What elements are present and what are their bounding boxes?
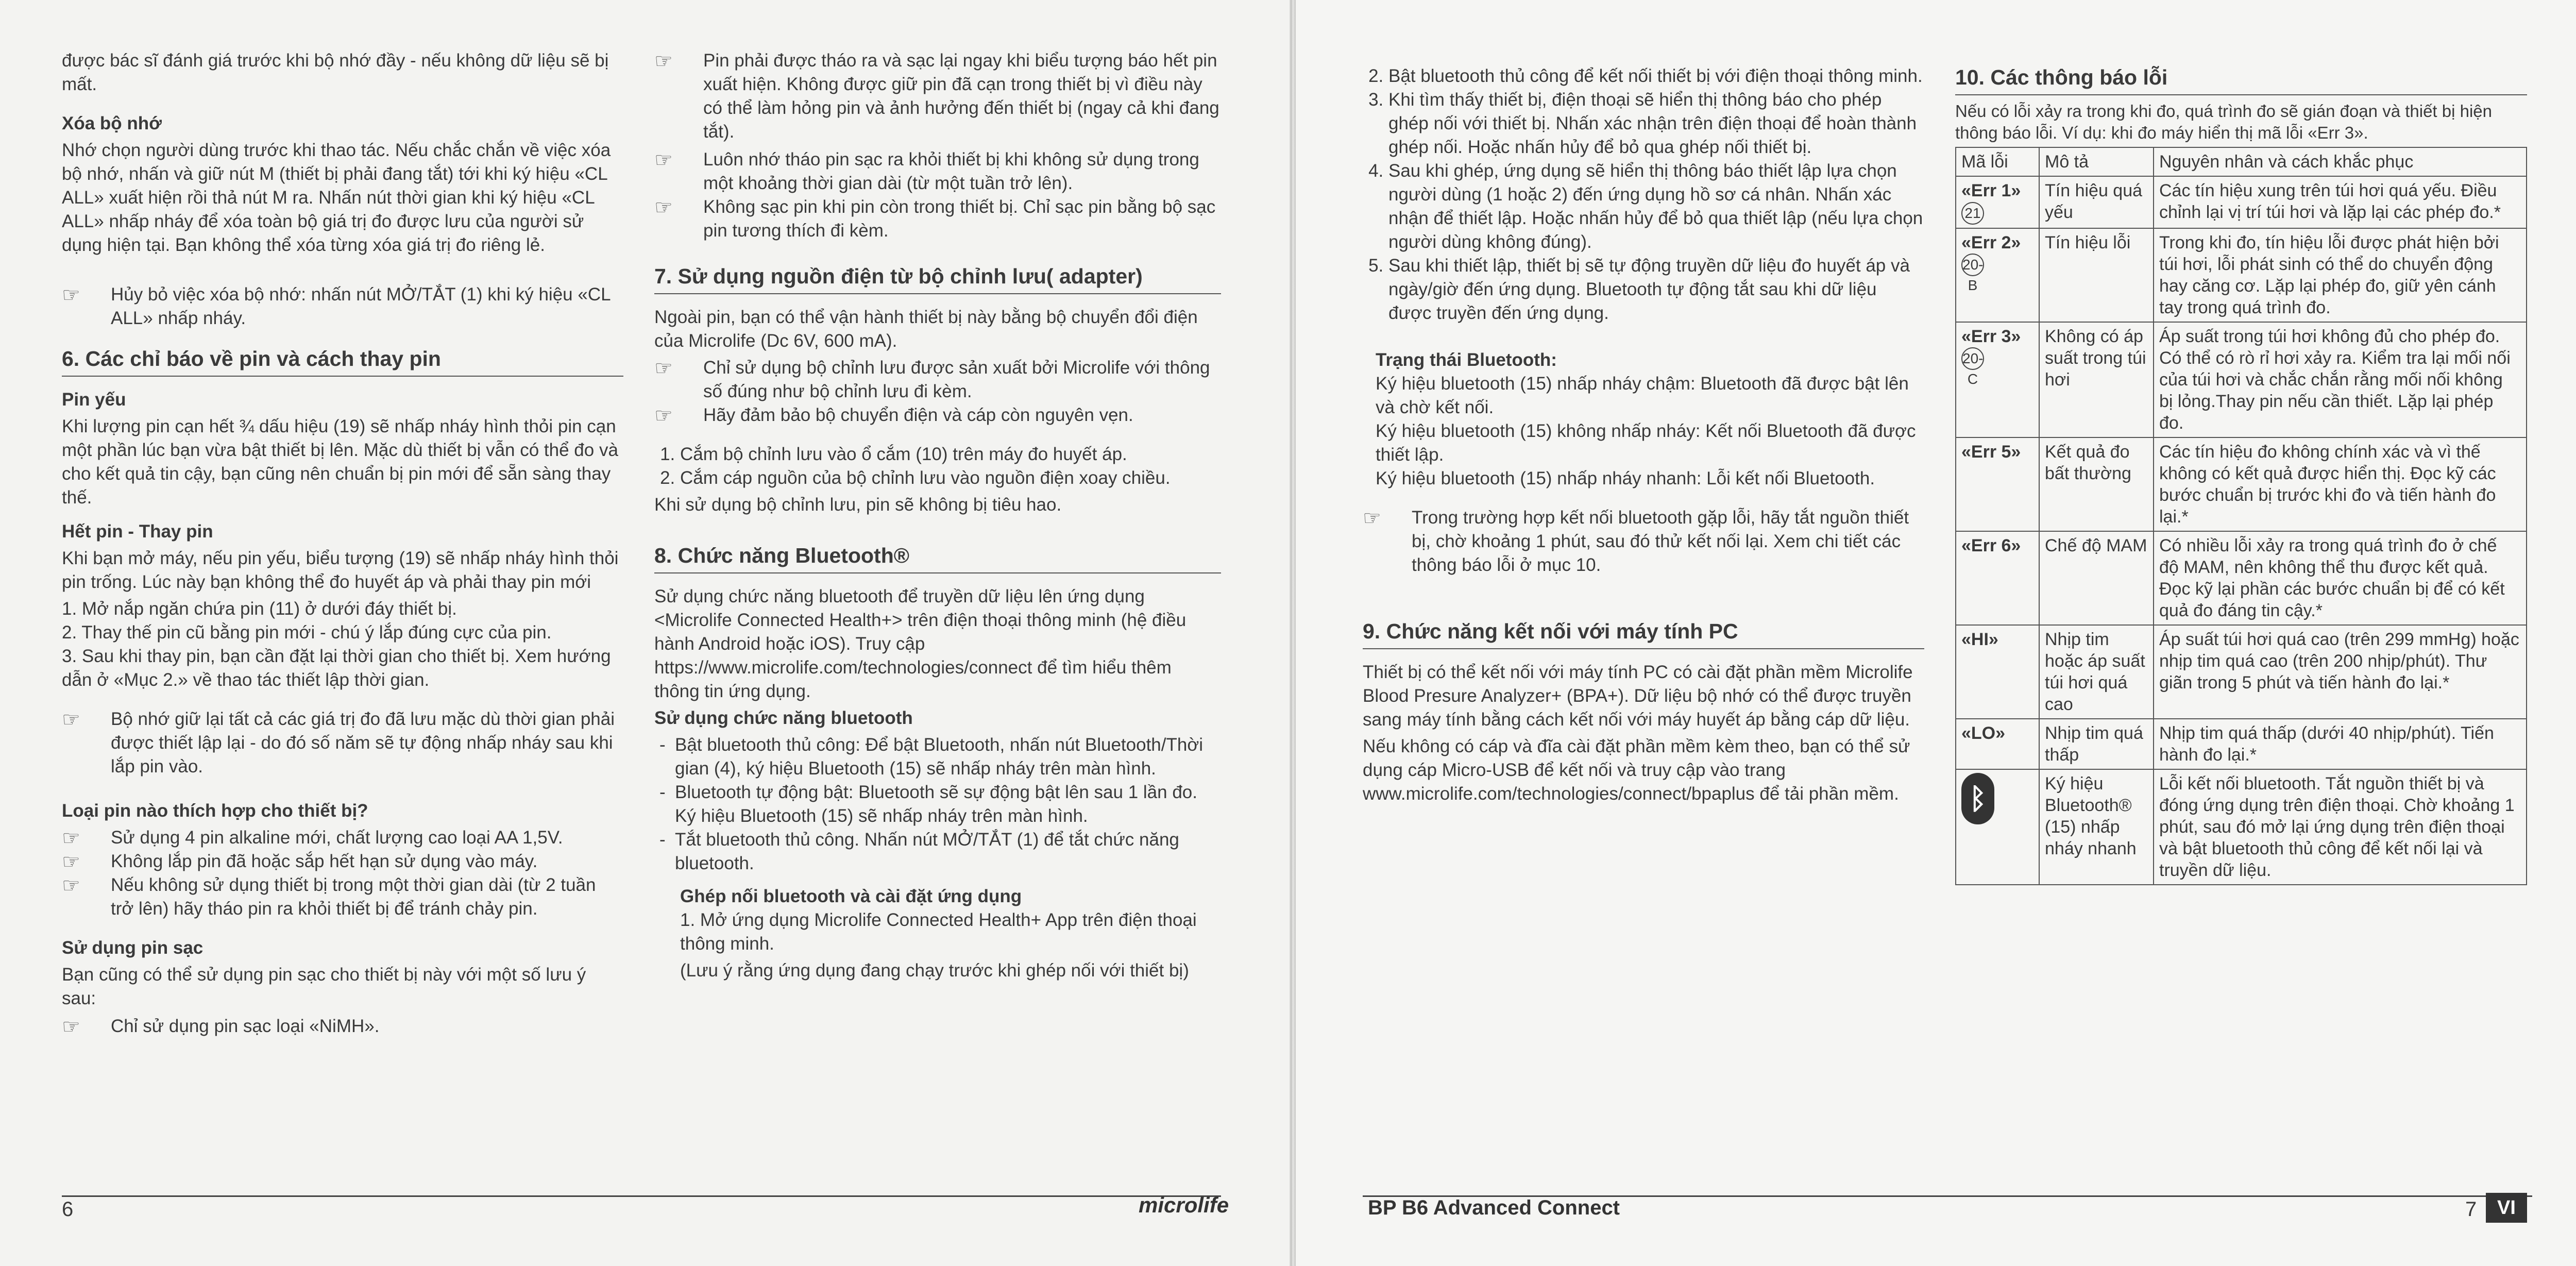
error-code: «Err 1» 21 bbox=[1956, 176, 2039, 228]
section-8-text: Sử dụng chức năng bluetooth để truyền dữ liệu lên ứng dụng <Microlife Connected Health+> trên điện thoại thông minh (hệ điều hành Android hoặc iOS). Truy cập https://www.microlife.com/technologies/connect để tìm hiểu thêm thông tin ứng dụng. bbox=[654, 586, 1187, 701]
table-row bbox=[1956, 437, 2527, 531]
brand-logo: microlife bbox=[1139, 1193, 1229, 1217]
flat-step-1: 1. Mở nắp ngăn chứa pin (11) ở dưới đáy thiết bị. bbox=[62, 599, 457, 619]
adapter-step-2: 2. Cắm cáp nguồn của bộ chỉnh lưu vào nguồn điện xoay chiều. bbox=[680, 466, 1221, 490]
recharge-text: Bạn cũng có thể sử dụng pin sạc cho thiết bị này với một số lưu ý sau: bbox=[62, 965, 586, 1008]
flat-battery-title: Hết pin - Thay pin bbox=[62, 521, 213, 542]
adapter-step-1: 1. Cắm bộ chỉnh lưu vào ổ cắm (10) trên máy đo huyết áp. bbox=[680, 443, 1221, 466]
error-fix: Các tín hiệu xung trên túi hơi quá yếu. Điều chỉnh lại vị trí túi hơi và lặp lại các phép đo.* bbox=[2154, 176, 2527, 228]
right-page bbox=[1296, 0, 2576, 1266]
pairing-step-1: 1. Mở ứng dụng Microlife Connected Health+ App trên điện thoại thông minh. bbox=[680, 910, 1197, 954]
section-9-title: 9. Chức năng kết nối với máy tính PC bbox=[1363, 618, 1924, 649]
left-column-1 bbox=[62, 49, 623, 1042]
error-description: Nhịp tim quá thấp bbox=[2039, 719, 2154, 769]
bluetooth-use-item-1: - Bật bluetooth thủ công: Để bật Bluetooth, nhấn nút Bluetooth/Thời gian (4), ký hiệu Bluetooth (15) sẽ nhấp nháy trên màn hình. bbox=[675, 733, 1221, 781]
error-description: Không có áp suất trong túi hơi bbox=[2039, 322, 2154, 437]
pairing-step-4: 4. Sau khi ghép, ứng dụng sẽ hiển thị thông báo thiết lập lựa chọn người dùng (1 hoặc 2) đến ứng dụng hồ sơ cá nhân. Nhấn xác nhận để thiết lập. Hoặc nhấn hủy để bỏ qua thiết lập (nếu lựa chọn người dùng không đúng). bbox=[1388, 159, 1924, 254]
hand-pointer-icon: ☞ bbox=[654, 50, 673, 73]
error-table bbox=[1955, 147, 2527, 885]
flat-battery-text: Khi bạn mở máy, nếu pin yếu, biểu tượng (19) sẽ nhấp nháy hình thỏi pin trống. Lúc này bạn không thể đo huyết áp và phải thay pin mới bbox=[62, 548, 619, 592]
section-10-title: 10. Các thông báo lỗi bbox=[1955, 64, 2527, 95]
error-description: Chế độ MAM bbox=[2039, 531, 2154, 625]
hand-pointer-icon: ☞ bbox=[62, 827, 80, 850]
header-desc: Mô tả bbox=[2039, 147, 2154, 176]
right-column-1 bbox=[1363, 64, 1924, 809]
table-row bbox=[1956, 322, 2527, 437]
error-description: Ký hiệu Bluetooth® (15) nhấp nháy nhanh bbox=[2039, 769, 2154, 885]
section-9-para-2: Nếu không có cáp và đĩa cài đặt phần mềm kèm theo, bạn có thể sử dụng cáp Micro-USB để kết nối và truy cập vào trang www.microlife.com/technologies/connect/bpaplus để tải phần mềm. bbox=[1363, 736, 1910, 804]
error-code: «Err 6» bbox=[1956, 531, 2039, 625]
table-row bbox=[1956, 769, 2527, 885]
bluetooth-status-2: Ký hiệu bluetooth (15) không nhấp nháy: Kết nối Bluetooth đã được thiết lập. bbox=[1376, 421, 1916, 465]
section-7-text: Ngoài pin, bạn có thể vận hành thiết bị này bằng bộ chuyển đổi điện của Microlife (Dc 6V, 600 mA). bbox=[654, 307, 1198, 351]
memory-note: ☞ Bộ nhớ giữ lại tất cả các giá trị đo đã lưu mặc dù thời gian phải được thiết lập lại - do đó số năm sẽ tự động nhấp nháy sau khi lắp pin vào. bbox=[62, 708, 615, 777]
cancel-note: ☞ Hủy bỏ việc xóa bộ nhớ: nhấn nút MỞ/TẮT (1) khi ký hiệu «CL ALL» nhấp nháy. bbox=[62, 284, 611, 328]
recharge-note-3: ☞ Luôn nhớ tháo pin sạc ra khỏi thiết bị khi không sử dụng trong một khoảng thời gian dài (từ một tuần trở lên). bbox=[654, 149, 1199, 193]
error-description: Tín hiệu quá yếu bbox=[2039, 176, 2154, 228]
error-description: Nhịp tim hoặc áp suất túi hơi quá cao bbox=[2039, 625, 2154, 719]
hand-pointer-icon: ☞ bbox=[654, 149, 673, 172]
hand-pointer-icon: ☞ bbox=[654, 196, 673, 219]
recharge-note-4: ☞ Không sạc pin khi pin còn trong thiết bị. Chỉ sạc pin bằng bộ sạc pin tương thích đi kèm. bbox=[654, 196, 1216, 241]
pairing-step-3: 3. Khi tìm thấy thiết bị, điện thoại sẽ hiển thị thông báo cho phép ghép nối với thiết bị. Nhấn xác nhận trên điện thoại để hoàn thành ghép nối. Hoặc nhấn hủy để bỏ qua ghép nối thiết bị. bbox=[1388, 88, 1924, 159]
bluetooth-use-item-3: - Tắt bluetooth thủ công. Nhấn nút MỞ/TẮT (1) để tắt chức năng bluetooth. bbox=[675, 828, 1221, 875]
pairing-step-5: 5. Sau khi thiết lập, thiết bị sẽ tự động truyền dữ liệu đo huyết áp và ngày/giờ đến ứng dụng. Bluetooth tự động tắt sau khi dữ liệu được truyền đến ứng dụng. bbox=[1388, 254, 1924, 325]
battery-type-note-2: ☞ Không lắp pin đã hoặc sắp hết hạn sử dụng vào máy. bbox=[62, 851, 538, 873]
table-row bbox=[1956, 531, 2527, 625]
left-column-2 bbox=[654, 49, 1221, 986]
pairing-step-2: 2. Bật bluetooth thủ công để kết nối thiết bị với điện thoại thông minh. bbox=[1388, 64, 1924, 88]
recharge-note-2: ☞ Pin phải được tháo ra và sạc lại ngay khi biểu tượng báo hết pin xuất hiện. Không được giữ pin đã cạn trong thiết bị vì điều này có thể làm hỏng pin và ảnh hưởng đến thiết bị (ngay cả khi đang tắt). bbox=[654, 50, 1219, 142]
adapter-note-1: ☞ Chỉ sử dụng bộ chỉnh lưu được sản xuất bởi Microlife với thông số đúng như bộ chỉnh lưu đi kèm. bbox=[654, 357, 1210, 401]
hand-pointer-icon: ☞ bbox=[62, 851, 80, 873]
hand-pointer-icon: ☞ bbox=[62, 708, 80, 731]
pairing-steps bbox=[1363, 64, 1924, 325]
table-row bbox=[1956, 625, 2527, 719]
hand-pointer-icon: ☞ bbox=[1363, 507, 1381, 530]
erase-text: Nhớ chọn người dùng trước khi thao tác. Nếu chắc chắn về việc xóa bộ nhớ, nhấn và giữ nút M (thiết bị phải đang tắt) tới khi ký hiệu «CL ALL» xuất hiện rồi thả nút M ra. Nhấn nút thời gian khi ký hiệu «CL ALL» nhấp nháy để xóa toàn bộ giá trị đo được lưu của người sử dụng hiện tại. Bạn không thể xóa từng xóa giá trị đo riêng lẻ. bbox=[62, 140, 611, 255]
table-row bbox=[1956, 719, 2527, 769]
section-8-title: 8. Chức năng Bluetooth® bbox=[654, 543, 1221, 573]
pairing-title: Ghép nối bluetooth và cài đặt ứng dụng bbox=[680, 886, 1022, 906]
recharge-title: Sử dụng pin sạc bbox=[62, 938, 204, 958]
bluetooth-status-1: Ký hiệu bluetooth (15) nhấp nháy chậm: Bluetooth đã được bật lên và chờ kết nối. bbox=[1376, 374, 1909, 417]
weak-battery-title: Pin yếu bbox=[62, 390, 126, 410]
page-number-left: 6 bbox=[62, 1198, 74, 1221]
figure-ref: 20-C bbox=[1961, 347, 1984, 370]
hand-pointer-icon: ☞ bbox=[654, 357, 673, 380]
hand-pointer-icon: ☞ bbox=[62, 1016, 80, 1038]
error-code: «LO» bbox=[1956, 719, 2039, 769]
battery-type-note-1: ☞ Sử dụng 4 pin alkaline mới, chất lượng cao loại AA 1,5V. bbox=[62, 827, 563, 850]
error-code: «Err 3» 20-C bbox=[1956, 322, 2039, 437]
adapter-steps bbox=[654, 443, 1221, 490]
adapter-end: Khi sử dụng bộ chỉnh lưu, pin sẽ không bị tiêu hao. bbox=[654, 495, 1062, 515]
memory-intro: được bác sĩ đánh giá trước khi bộ nhớ đầy - nếu không dữ liệu sẽ bị mất. bbox=[62, 50, 609, 94]
error-code: «HI» bbox=[1956, 625, 2039, 719]
hand-pointer-icon: ☞ bbox=[62, 284, 80, 307]
weak-battery-text: Khi lượng pin cạn hết ¾ dấu hiệu (19) sẽ nhấp nháy hình thỏi pin cạn một phần lúc bạn vừa bật thiết bị lên. Mặc dù thiết bị vẫn có thể đo và cho kết quả tin cậy, bạn cũng nên chuẩn bị pin mới để sẵn sàng thay thế. bbox=[62, 416, 618, 508]
pairing-note: (Lưu ý rằng ứng dụng đang chạy trước khi ghép nối với thiết bị) bbox=[680, 960, 1189, 981]
error-description: Kết quả đo bất thường bbox=[2039, 437, 2154, 531]
error-fix: Có nhiều lỗi xảy ra trong quá trình đo ở chế độ MAM, nên không thể thu được kết quả. Đọc kỹ lại phần các bước chuẩn bị để có kết quả đo đáng tin cậy.* bbox=[2154, 531, 2527, 625]
error-table-header bbox=[1956, 147, 2527, 176]
recharge-note: ☞ Chỉ sử dụng pin sạc loại «NiMH». bbox=[62, 1016, 380, 1038]
error-description: Tín hiệu lỗi bbox=[2039, 228, 2154, 322]
bluetooth-status-3: Ký hiệu bluetooth (15) nhấp nháy nhanh: Lỗi kết nối Bluetooth. bbox=[1376, 468, 1875, 488]
error-fix: Các tín hiệu đo không chính xác và vì thế không có kết quả được hiển thị. Đọc kỹ các bước chuẩn bị trước khi đo và tiến hành đo lại.* bbox=[2154, 437, 2527, 531]
bluetooth-use-item-2: - Bluetooth tự động bật: Bluetooth sẽ sự động bật lên sau 1 lần đo. Ký hiệu Bluetooth (15) sẽ nhấp nháy trên màn hình. bbox=[675, 781, 1221, 828]
model-name: BP B6 Advanced Connect bbox=[1368, 1196, 1620, 1219]
error-fix: Áp suất túi hơi quá cao (trên 299 mmHg) hoặc nhịp tim quá cao (trên 200 nhịp/phút). Thư giãn trong 5 phút và tiến hành đo lại.* bbox=[2154, 625, 2527, 719]
error-code: «Err 2» 20-B bbox=[1956, 228, 2039, 322]
error-fix: Trong khi đo, tín hiệu lỗi được phát hiện bởi túi hơi, lỗi phát sinh có thể do chuyển động hay căng cơ. Lặp lại phép đo, giữ yên cánh tay trong quá trình đo. bbox=[2154, 228, 2527, 322]
adapter-note-2: ☞ Hãy đảm bảo bộ chuyển điện và cáp còn nguyên vẹn. bbox=[654, 404, 1133, 427]
right-column-2 bbox=[1955, 64, 2527, 885]
page-number-right: 7 bbox=[2465, 1198, 2477, 1221]
battery-type-note-3: ☞ Nếu không sử dụng thiết bị trong một thời gian dài (từ 2 tuần trở lên) hãy tháo pin ra khỏi thiết bị để tránh chảy pin. bbox=[62, 874, 596, 919]
bluetooth-use-title: Sử dụng chức năng bluetooth bbox=[654, 708, 913, 728]
battery-type-title: Loại pin nào thích hợp cho thiết bị? bbox=[62, 801, 368, 821]
table-row bbox=[1956, 228, 2527, 322]
footer-rule bbox=[62, 1195, 1221, 1197]
figure-ref: 20-B bbox=[1961, 254, 1984, 276]
bluetooth-use-list bbox=[654, 733, 1221, 875]
error-fix: Lỗi kết nối bluetooth. Tắt nguồn thiết bị và đóng ứng dụng trên điện thoại. Chờ khoảng 1 phút, sau đó mở lại ứng dụng trên điện thoại và bật bluetooth thủ công để kết nối lại và truyền dữ liệu. bbox=[2154, 769, 2527, 885]
section-7-title: 7. Sử dụng nguồn điện từ bộ chỉnh lưu( adapter) bbox=[654, 263, 1221, 294]
error-table-body bbox=[1956, 176, 2527, 885]
flat-step-2: 2. Thay thế pin cũ bằng pin mới - chú ý lắp đúng cực của pin. bbox=[62, 622, 552, 643]
table-row bbox=[1956, 176, 2527, 228]
error-fix: Áp suất trong túi hơi không đủ cho phép đo. Có thể có rò rỉ hơi xảy ra. Kiểm tra lại mối nối của túi hơi và chắc chắn rằng mối nối không bị lỏng.Thay pin nếu cần thiết. Lặp lại phép đo. bbox=[2154, 322, 2527, 437]
bluetooth-status-title: Trạng thái Bluetooth: bbox=[1376, 350, 1557, 370]
bluetooth-icon: ᛒ bbox=[1961, 773, 1994, 824]
hand-pointer-icon: ☞ bbox=[62, 874, 80, 897]
book-spine bbox=[1291, 0, 1296, 1266]
section-10-text: Nếu có lỗi xảy ra trong khi đo, quá trình đo sẽ gián đoạn và thiết bị hiện thông báo lỗi. Ví dụ: khi đo máy hiển thị mã lỗi «Err 3». bbox=[1955, 102, 2492, 142]
error-code: «Err 5» bbox=[1956, 437, 2039, 531]
error-fix: Nhịp tim quá thấp (dưới 40 nhịp/phút). Tiến hành đo lại.* bbox=[2154, 719, 2527, 769]
language-badge: VI bbox=[2486, 1193, 2527, 1223]
flat-step-3: 3. Sau khi thay pin, bạn cần đặt lại thời gian cho thiết bị. Xem hướng dẫn ở «Mục 2.» về thao tác thiết lập thời gian. bbox=[62, 646, 611, 690]
figure-ref: 21 bbox=[1961, 202, 1984, 225]
header-fix: Nguyên nhân và cách khắc phục bbox=[2154, 147, 2527, 176]
section-9-para-1: Thiết bị có thể kết nối với máy tính PC có cài đặt phần mềm Microlife Blood Presure Analyzer+ (BPA+). Dữ liệu bộ nhớ có thể được truyền sang máy tính bằng cách kết nối với máy huyết áp bằng cáp dữ liệu. bbox=[1363, 662, 1913, 730]
hand-pointer-icon: ☞ bbox=[654, 404, 673, 427]
section-6-title: 6. Các chỉ báo về pin và cách thay pin bbox=[62, 346, 623, 377]
bluetooth-error-note: ☞ Trong trường hợp kết nối bluetooth gặp lỗi, hãy tắt nguồn thiết bị, chờ khoảng 1 phút, sau đó thử kết nối lại. Xem chi tiết các thông báo lỗi ở mục 10. bbox=[1363, 507, 1909, 575]
error-code bbox=[1956, 769, 2039, 885]
header-code: Mã lỗi bbox=[1956, 147, 2039, 176]
erase-title: Xóa bộ nhớ bbox=[62, 113, 162, 133]
